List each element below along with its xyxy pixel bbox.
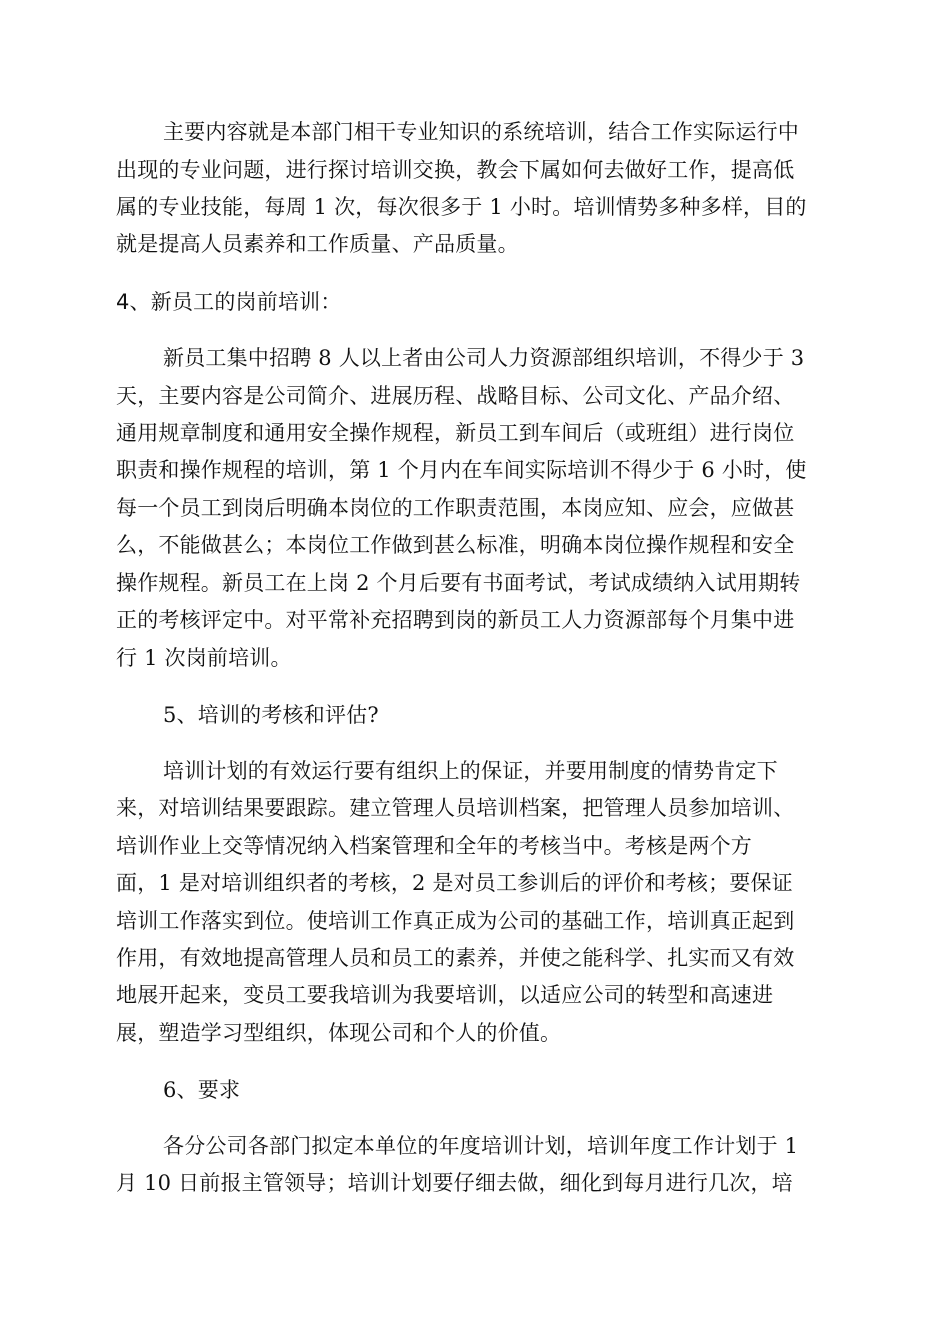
paragraph-line: 培训工作落实到位。使培训工作真正成为公司的基础工作，培训真正起到 <box>116 909 795 933</box>
section-heading: 6、要求 <box>163 1078 241 1102</box>
paragraph-line: 职责和操作规程的培训，第 1 个月内在车间实际培训不得少于 6 小时，使 <box>116 458 807 482</box>
paragraph-line: 属的专业技能，每周 1 次，每次很多于 1 小时。培训情势多种多样，目的 <box>116 195 807 219</box>
paragraph-line: 作用，有效地提高管理人员和员工的素养，并使之能科学、扎实而又有效 <box>116 946 795 970</box>
paragraph-line: 每一个员工到岗后明确本岗位的工作职责范围，本岗应知、应会，应做甚 <box>116 496 795 520</box>
paragraph-line: 通用规章制度和通用安全操作规程，新员工到车间后（或班组）进行岗位 <box>116 421 795 445</box>
paragraph-line: 操作规程。新员工在上岗 2 个月后要有书面考试，考试成绩纳入试用期转 <box>116 571 801 595</box>
paragraph-line: 月 10 日前报主管领导；培训计划要仔细去做，细化到每月进行几次，培 <box>116 1171 793 1195</box>
paragraph-line: 面，1 是对培训组织者的考核，2 是对员工参训后的评价和考核；要保证 <box>116 871 793 895</box>
paragraph-line: 么，不能做甚么；本岗位工作做到甚么标准，明确本岗位操作规程和安全 <box>116 533 795 557</box>
paragraph-line: 展，塑造学习型组织，体现公司和个人的价值。 <box>116 1021 562 1045</box>
paragraph-line: 行 1 次岗前培训。 <box>116 646 292 670</box>
paragraph-line: 培训计划的有效运行要有组织上的保证，并要用制度的情势肯定下 <box>163 759 778 783</box>
paragraph-line: 地展开起来，变员工要我培训为我要培训，以适应公司的转型和高速进 <box>116 983 774 1007</box>
paragraph-line: 各分公司各部门拟定本单位的年度培训计划，培训年度工作计划于 1 <box>163 1134 799 1158</box>
paragraph-line: 就是提高人员素养和工作质量、产品质量。 <box>116 232 519 256</box>
paragraph-line: 新员工集中招聘 8 人以上者由公司人力资源部组织培训，不得少于 3 <box>163 346 805 370</box>
paragraph-line: 出现的专业问题，进行探讨培训交换，教会下属如何去做好工作，提高低 <box>116 158 795 182</box>
section-heading: 5、培训的考核和评估? <box>163 703 379 727</box>
paragraph-line: 培训作业上交等情况纳入档案管理和全年的考核当中。考核是两个方 <box>116 834 752 858</box>
paragraph-line: 来，对培训结果要跟踪。建立管理人员培训档案，把管理人员参加培训、 <box>116 796 795 820</box>
section-heading: 4、新员工的岗前培训： <box>116 290 342 314</box>
paragraph-line: 正的考核评定中。对平常补充招聘到岗的新员工人力资源部每个月集中进 <box>116 608 795 632</box>
paragraph-line: 主要内容就是本部门相干专业知识的系统培训，结合工作实际运行中 <box>163 120 799 144</box>
paragraph-line: 天，主要内容是公司简介、进展历程、战略目标、公司文化、产品介绍、 <box>116 384 795 408</box>
